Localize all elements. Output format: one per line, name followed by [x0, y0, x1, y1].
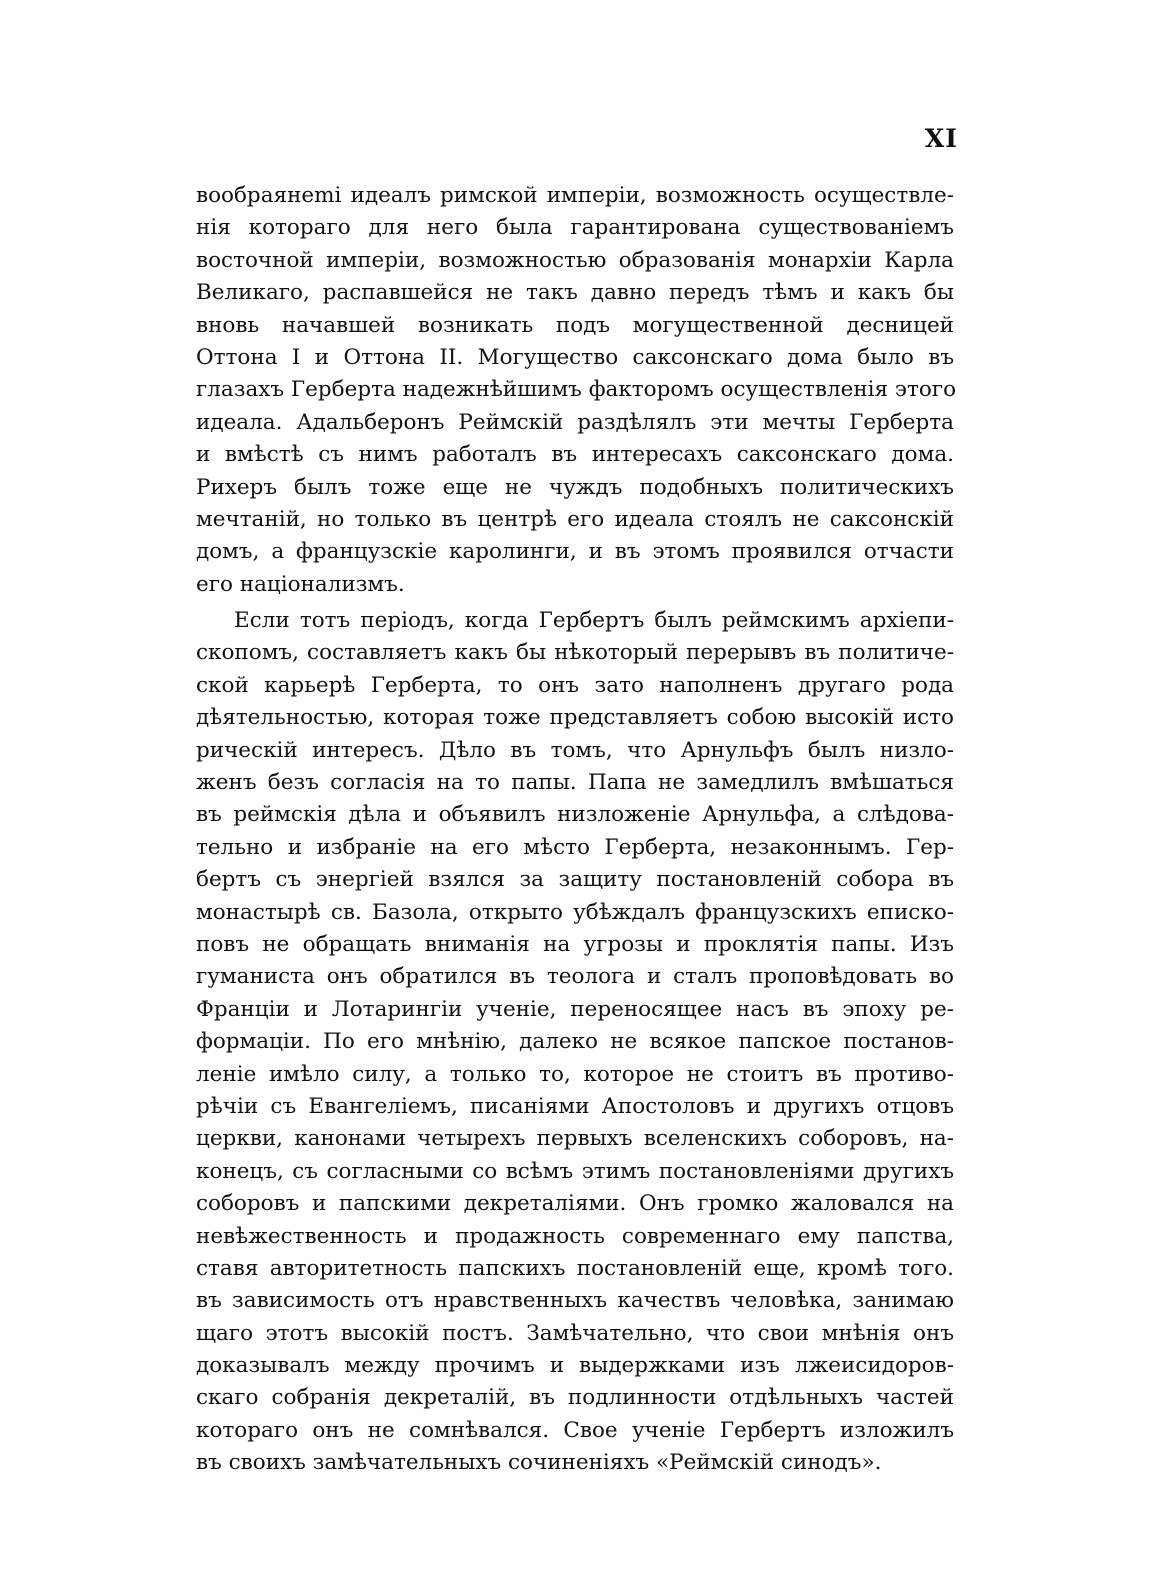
text-line: щаго этотъ высокiй постъ. Замѣчательно, что свои мнѣнiя онъ: [196, 1320, 954, 1346]
text-line: мечтанiй, но только въ центрѣ его идеала стоялъ не саксонскiй: [196, 506, 954, 532]
body-text: [196, 180, 957, 1480]
text-line: въ зависимость отъ нравственныхъ качествъ человѣка, занимаю: [196, 1288, 954, 1314]
text-line: вновь начавшей возникать подъ могущественной десницей: [196, 312, 954, 338]
text-line: бертъ съ энергiей взялся за защиту постановленiй собора въ: [196, 867, 954, 893]
text-line: скопомъ, составляетъ какъ бы нѣкоторый перерывъ въ политиче-: [196, 640, 954, 666]
text-line: глазахъ Герберта надежнѣйшимъ факторомъ осуществленiя этого: [196, 377, 957, 403]
text-line: котораго онъ не сомнѣвался. Свое ученiе Гербертъ изложилъ: [196, 1417, 954, 1443]
text-line: идеала. Адальберонъ Реймскiй раздѣлялъ эти мечты Герберта: [196, 409, 954, 435]
text-line: скаго собранiя декреталiй, въ подлинности отдѣльныхъ частей: [196, 1385, 954, 1411]
text-line: восточной имперiи, возможностью образованiя монархiи Карла: [196, 247, 954, 273]
text-line: церкви, канонами четырехъ первыхъ вселенскихъ соборовъ, на-: [196, 1126, 954, 1152]
text-line: его нацiонализмъ.: [196, 571, 405, 597]
text-line: и вмѣстѣ съ нимъ работалъ въ интересахъ саксонскаго дома.: [196, 442, 954, 468]
text-line: ской карьерѣ Герберта, то онъ зато наполненъ другаго рода: [196, 672, 954, 698]
paragraph: [196, 180, 957, 601]
text-line: доказывалъ между прочимъ и выдержками изъ лжеисидоров-: [196, 1353, 954, 1379]
text-line: тельно и избранiе на его мѣсто Герберта, незаконнымъ. Гер-: [196, 834, 954, 860]
text-line: ленiе имѣло силу, а только то, которое не стоитъ въ противо-: [196, 1061, 954, 1087]
text-line: соборовъ и папскими декреталiями. Онъ громко жаловался на: [196, 1191, 954, 1217]
text-line: нiя котораго для него была гарантирована существованiемъ: [196, 215, 954, 241]
text-line: дѣятельностью, которая тоже представляетъ собою высокiй исто: [196, 705, 954, 731]
text-line: Оттона I и Оттона II. Могущество саксонскаго дома было въ: [196, 344, 954, 370]
text-line: Францiи и Лотарингiи ученiе, переносящее насъ въ эпоху ре-: [196, 996, 954, 1022]
text-line: конецъ, съ согласными со всѣмъ этимъ постановленiями другихъ: [196, 1158, 954, 1184]
text-line: Великаго, распавшейся не такъ давно передъ тѣмъ и какъ бы: [196, 280, 954, 306]
text-line: монастырѣ св. Базола, открыто убѣждалъ французскихъ еписко-: [196, 899, 954, 925]
text-line: Если тотъ перiодъ, когда Гербертъ былъ реймскимъ архiепи-: [234, 608, 954, 634]
text-line: повъ не обращать вниманiя на угрозы и проклятiя папы. Изъ: [196, 931, 954, 957]
text-line: домъ, а французскiе каролинги, и въ этомъ проявился отчасти: [196, 539, 954, 565]
text-line: невѣжественность и продажность современнаго ему папства,: [196, 1223, 954, 1249]
text-line: вообраянеmi идеалъ римской имперiи, возможность осуществле-: [196, 183, 954, 208]
page-number: XI: [924, 124, 958, 153]
paragraph: [196, 605, 954, 1480]
text-line: женъ безъ согласiя на то папы. Папа не замедлилъ вмѣшаться: [196, 770, 954, 796]
text-line: гуманиста онъ обратился въ теолога и сталъ проповѣдовать во: [196, 964, 954, 990]
text-line: рѣчiи съ Евангелiемъ, писанiями Апостоловъ и другихъ отцовъ: [196, 1093, 954, 1119]
text-line: въ своихъ замѣчательныхъ сочиненiяхъ «Реймскiй синодъ».: [196, 1450, 882, 1476]
text-line: ставя авторитетность папскихъ постановленiй еще, кромѣ того.: [196, 1255, 954, 1281]
text-line: въ реймскiя дѣла и объявилъ низложенiе Арнульфа, а слѣдова-: [196, 802, 954, 828]
text-line: формацiи. По его мнѣнiю, далеко не всякое папское постанов-: [196, 1029, 954, 1055]
text-line: рическiй интересъ. Дѣло въ томъ, что Арнульфъ былъ низло-: [196, 737, 954, 763]
text-line: Рихеръ былъ тоже еще не чуждъ подобныхъ политическихъ: [196, 474, 954, 500]
